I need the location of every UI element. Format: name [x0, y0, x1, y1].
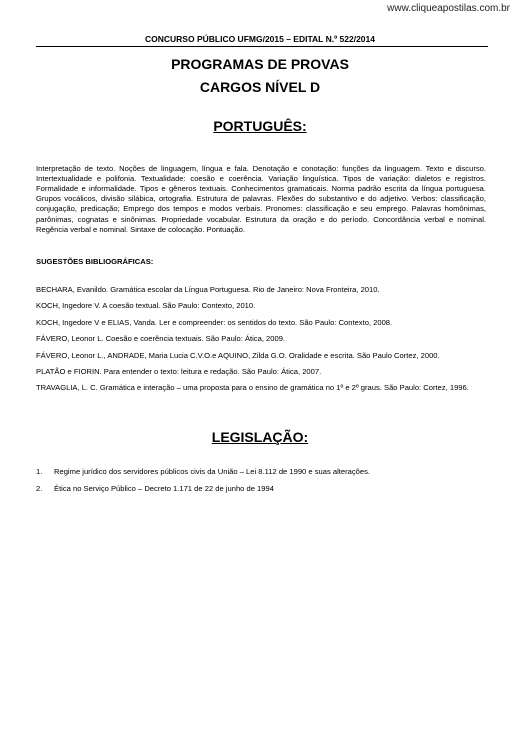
portugues-content: Interpretação de texto. Noções de linguagem, língua e fala. Denotação e conotação: funções da linguagem. Texto e discurso. Intertextualidade e polifonia. Textualidade: coesão e coerência. Variação linguística. Tipos de variação: dialetos e registros. Formalidade e informalidade. Tipos e gêneros textuais. Conhecimentos gramaticais. Norma padrão escrita da língua portuguesa. Grupos vocálicos, divisão silábica, ortografia. Estrutura de palavras. Flexões do substantivo e do adjetivo. Verbos: classificação, conjugação, predicação; Emprego dos tempos e modos verbais. Pronomes: classificação e seu emprego. Palavras homônimas, parônimas, cognatas e sinônimas. Propriedade vocabular. Estrutura da oração e do período. Concordância verbal e nominal. Regência verbal e nominal. Sintaxe de colocação. Pontuação.: [36, 163, 486, 234]
site-url: www.cliqueapostilas.com.br: [387, 3, 510, 14]
legislation-item-number: 2.: [36, 484, 43, 493]
bibliography-item: FÁVERO, Leonor L. Coesão e coerência textuais. São Paulo: Ática, 2009.: [36, 334, 286, 344]
document-subtitle: CARGOS NÍVEL D: [199, 79, 321, 95]
bibliography-item: PLATÃO e FIORIN. Para entender o texto: leitura e redação. São Paulo: Ática, 2007.: [36, 366, 322, 376]
bibliography-item: TRAVAGLIA, L. C. Gramática e interação – uma proposta para o ensino de gramática no 1º e 2º graus. São Paulo: Cortez, 1996.: [36, 383, 469, 393]
header-divider: [36, 46, 488, 47]
bibliography-item: KOCH, Ingedore V. A coesão textual. São Paulo: Contexto, 2010.: [36, 301, 256, 311]
section-heading-portugues: PORTUGUÊS:: [213, 118, 307, 134]
legislation-item: [36, 484, 488, 494]
document-header: CONCURSO PÚBLICO UFMG/2015 – EDITAL N.º 522/2014: [145, 34, 375, 44]
legislation-item: [36, 467, 488, 477]
bibliography-item: KOCH, Ingedore V e ELIAS, Vanda. Ler e compreender: os sentidos do texto. São Paulo: Contexto, 2008.: [36, 317, 393, 327]
legislation-list: [36, 467, 488, 501]
bibliography-item: BECHARA, Evanildo. Gramática escolar da Língua Portuguesa. Rio de Janeiro: Nova Fronteira, 2010.: [36, 285, 380, 294]
legislation-item-text: Regime jurídico dos servidores públicos civis da União – Lei 8.112 de 1990 e suas alterações.: [54, 467, 371, 476]
section-heading-legislacao: LEGISLAÇÃO:: [211, 429, 309, 445]
document-title: PROGRAMAS DE PROVAS: [171, 56, 349, 72]
bibliography-item: FÁVERO, Leonor L., ANDRADE, Maria Lucia C.V.O.e AQUINO, Zilda G.O. Oralidade e escrita. São Paulo Cortez, 2000.: [36, 350, 440, 360]
legislation-item-text: Ética no Serviço Público – Decreto 1.171 de 22 de junho de 1994: [54, 484, 274, 493]
bibliography-list: [36, 285, 488, 400]
bibliography-heading: SUGESTÕES BIBLIOGRÁFICAS:: [36, 257, 154, 266]
legislation-item-number: 1.: [36, 467, 43, 476]
